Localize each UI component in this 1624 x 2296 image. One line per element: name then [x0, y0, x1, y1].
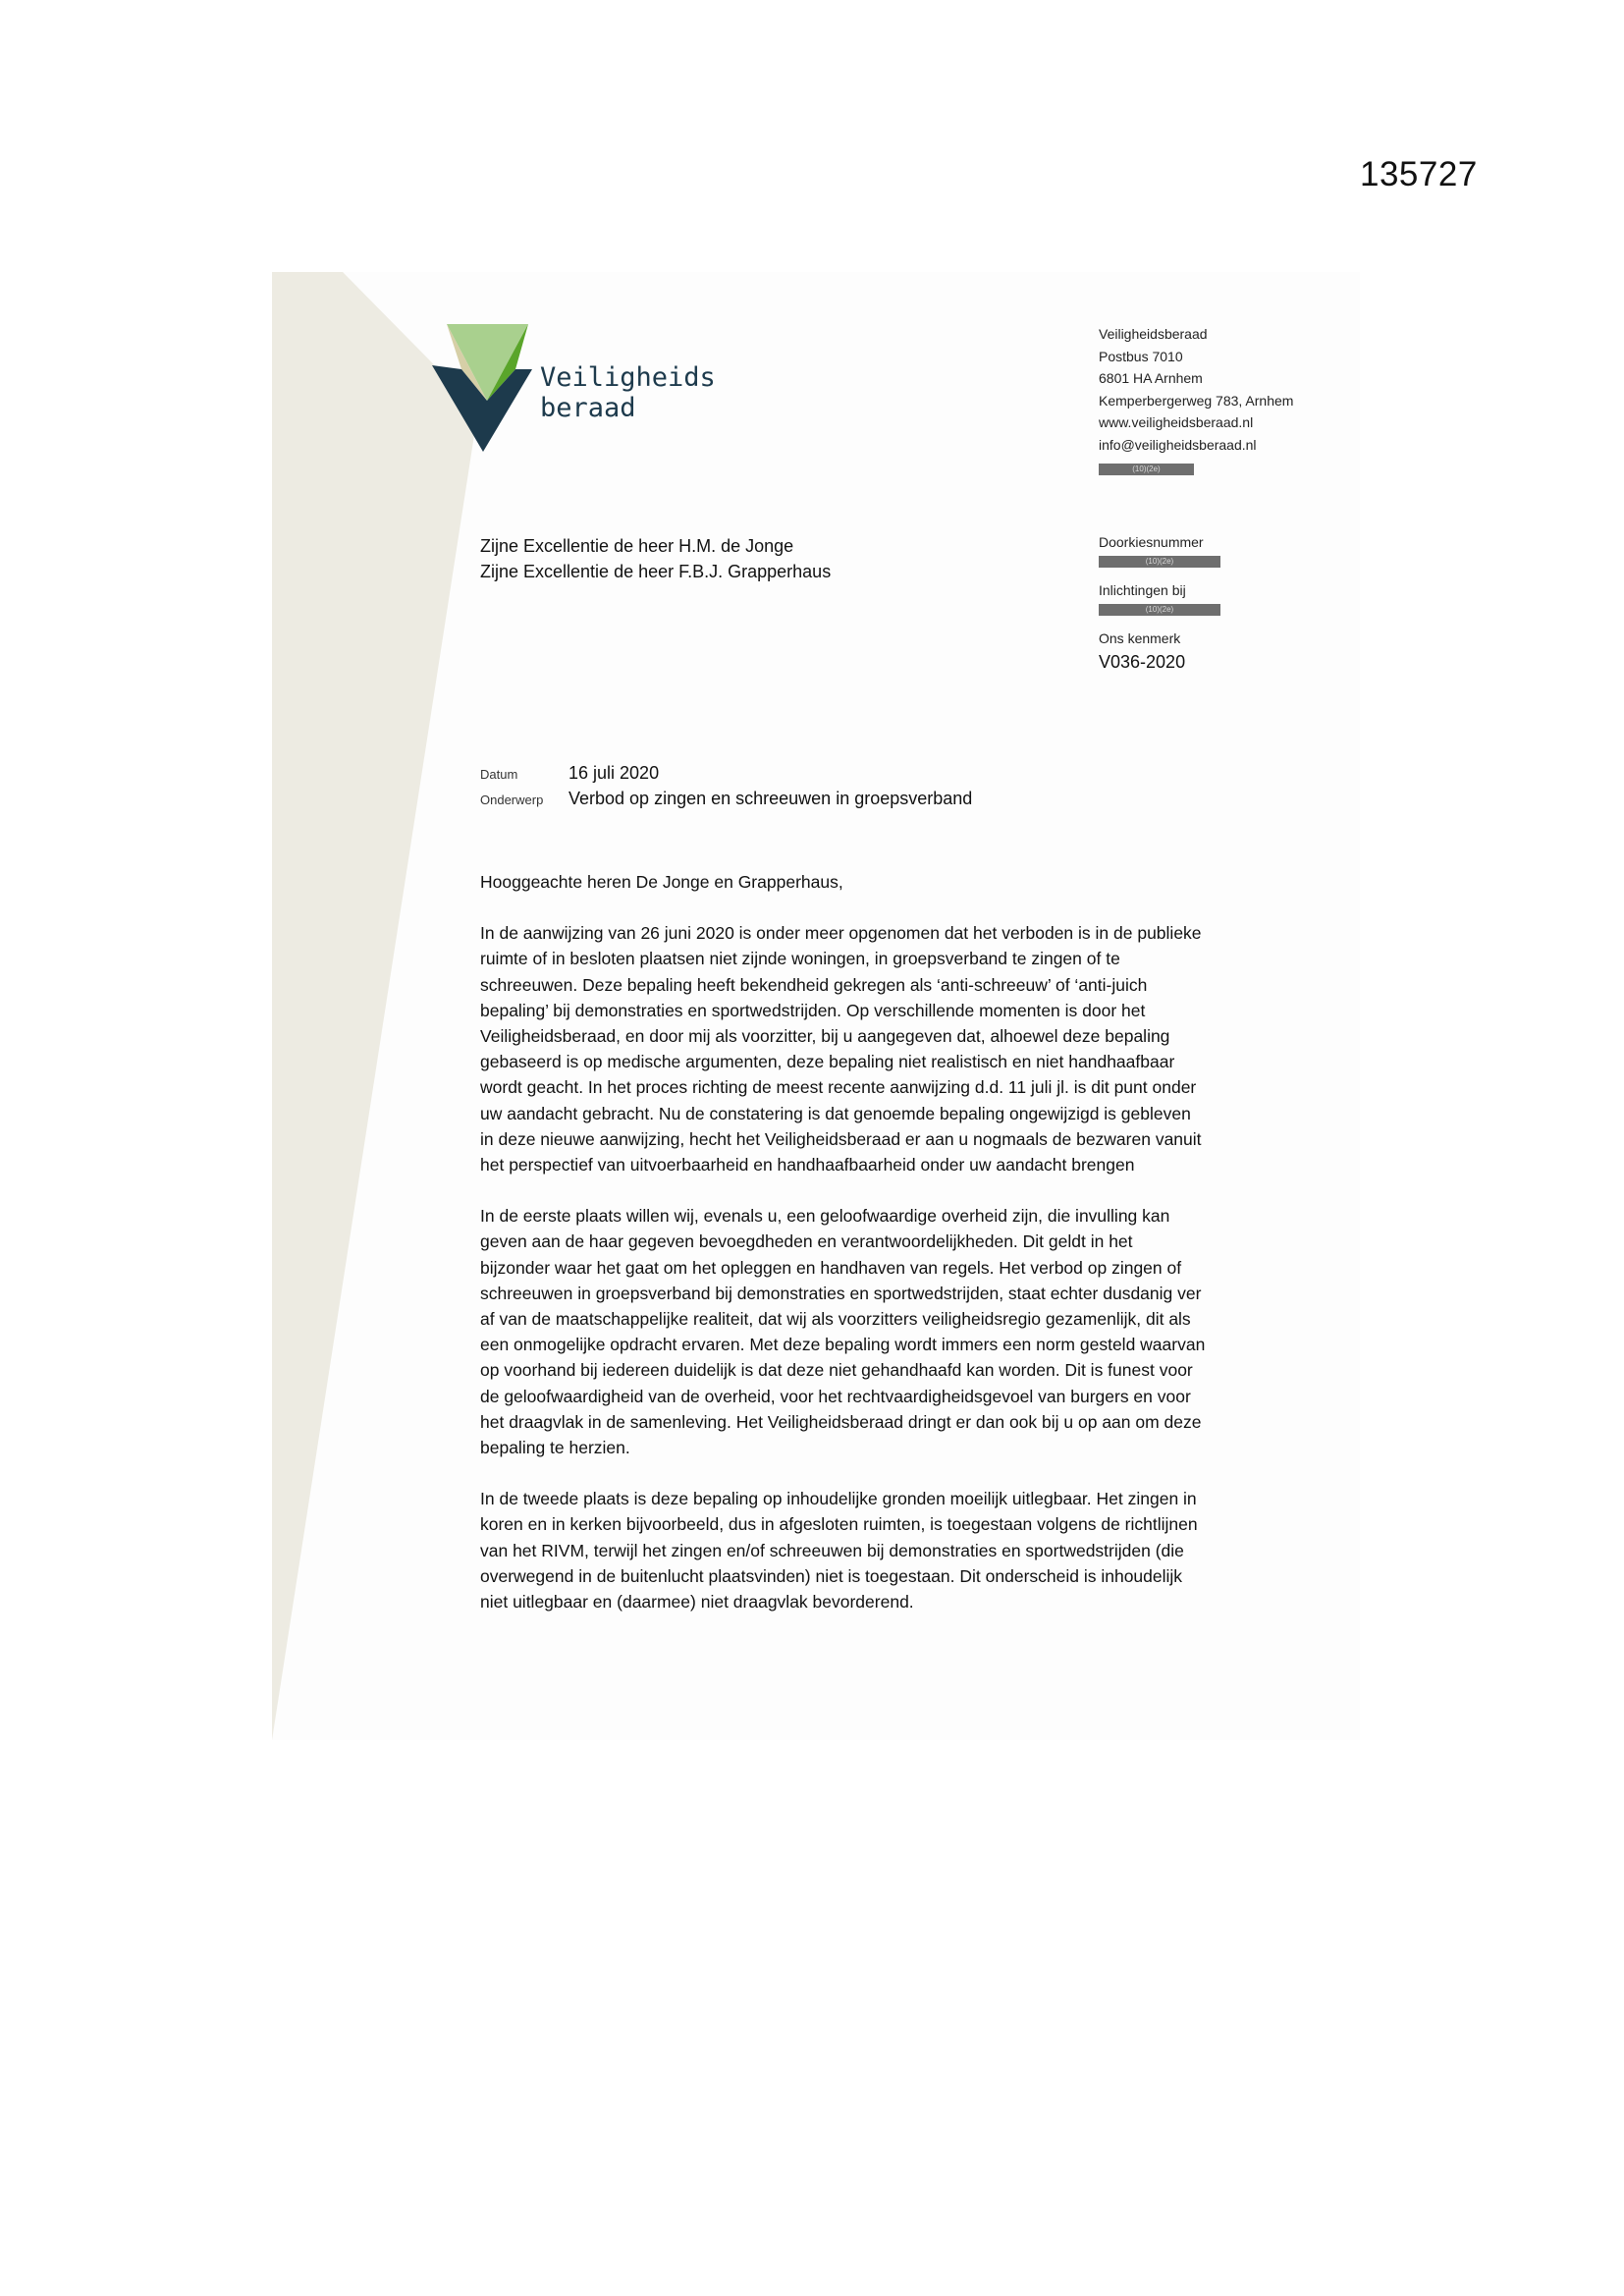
veiligheidsberaad-logo-icon — [432, 324, 536, 452]
logo-text-line1: Veiligheids — [540, 362, 716, 393]
sender-name: Veiligheidsberaad — [1099, 326, 1208, 342]
recipient-line: Zijne Excellentie de heer F.B.J. Grapperhaus — [480, 562, 832, 581]
date-value: 16 juli 2020 — [568, 763, 660, 783]
reference-value: V036-2020 — [1099, 652, 1186, 672]
reference-block — [1099, 533, 1220, 674]
subject-row — [480, 789, 972, 814]
reference-label: Ons kenmerk — [1099, 630, 1181, 646]
logo-text-line2: beraad — [540, 393, 636, 423]
sender-street-address: Kemperbergerweg 783, Arnhem — [1099, 392, 1294, 409]
sender-postbus: Postbus 7010 — [1099, 348, 1183, 364]
body-paragraph: In de eerste plaats willen wij, evenals u, een geloofwaardige overheid zijn, die invulling kan geven aan de haar gegeven bevoegdheden en verantwoordelijkheden. Dit geldt in het bijzonder waar het gaat om het opleggen en handhaven van regels. Het verbod op zingen of schreeuwen in groepsverband bij demonstraties en sportwedstrijden, staat echter dusdanig ver af van de maatschappelijke realiteit, dat wij als voorzitters veiligheidsregio gezamenlijk, dit als een onmogelijke opdracht ervaren. Met deze bepaling wordt immers een norm gesteld waarvan op voorhand bij iedereen duidelijk is dat deze niet gehandhaafd kan worden. Dit is funest voor de geloofwaardigheid van de overheid, voor het rechtvaardigheidsgevoel van burgers en voor het draagvlak in de samenleving. Het Veiligheidsberaad dringt er dan ook bij u op aan om deze bepaling te herzien. — [480, 1206, 1206, 1458]
sender-email: info@veiligheidsberaad.nl — [1099, 436, 1257, 453]
body-paragraph: In de aanwijzing van 26 juni 2020 is onder meer opgenomen dat het verboden is in de publieke ruimte of in besloten plaatsen niet zijnde woningen, in groepsverband te zingen of te schreeuwen. Deze bepaling heeft bekendheid gekregen als ‘anti-schreeuw’ of ‘anti-juich bepaling’ bij demonstraties en sportwedstrijden. Op verschillende momenten is door het Veiligheidsberaad, en door mij als voorzitter, bij u aangegeven dat, alhoewel deze bepaling gebaseerd is op medische argumenten, deze bepaling niet realistisch en niet handhaafbaar wordt geacht. In het proces richting de meest recente aanwijzing d.d. 11 juli jl. is dit punt onder uw aandacht gebracht. Nu de constatering is dat genoemde bepaling ongewijzigd is gebleven in deze nieuwe aanwijzing, hecht het Veiligheidsberaad er aan u nogmaals de bezwaren vanuit het perspectief van uitvoerbaarheid en handhaafbaarheid onder uw aandacht brengen — [480, 923, 1202, 1175]
redaction-box: (10)(2e) — [1099, 604, 1220, 616]
letter-page — [272, 272, 1360, 1740]
logo-wordmark — [540, 362, 716, 423]
document-number: 135727 — [1360, 155, 1478, 193]
contact-label: Inlichtingen bij — [1099, 582, 1186, 598]
direct-number-label: Doorkiesnummer — [1099, 534, 1204, 550]
recipient-line: Zijne Excellentie de heer H.M. de Jonge — [480, 536, 794, 556]
redaction-box: (10)(2e) — [1099, 464, 1194, 475]
sender-address-block — [1099, 323, 1293, 478]
salutation: Hooggeachte heren De Jonge en Grapperhaus, — [480, 872, 843, 892]
subject-value: Verbod op zingen en schreeuwen in groepsverband — [568, 789, 973, 808]
redaction-box: (10)(2e) — [1099, 556, 1220, 568]
sender-postcode-city: 6801 HA Arnhem — [1099, 370, 1203, 386]
recipient-block — [480, 533, 831, 584]
letter-body — [480, 869, 1207, 1640]
sender-website: www.veiligheidsberaad.nl — [1099, 414, 1254, 430]
body-paragraph: In de tweede plaats is deze bepaling op inhoudelijke gronden moeilijk uitlegbaar. Het zingen in koren en in kerken bijvoorbeeld, dus in afgesloten ruimten, is toegestaan volgens de richtlijnen van het RIVM, terwijl het zingen en/of schreeuwen bij demonstraties en sportwedstrijden (die overwegend in de buitenlucht plaatsvinden) niet is toegestaan. Dit onderscheid is inhoudelijk niet uitlegbaar en (daarmee) niet draagvlak bevorderend. — [480, 1489, 1198, 1613]
date-row — [480, 763, 972, 789]
letter-meta — [480, 763, 972, 814]
subject-label: Onderwerp — [480, 793, 544, 807]
date-label: Datum — [480, 767, 518, 782]
